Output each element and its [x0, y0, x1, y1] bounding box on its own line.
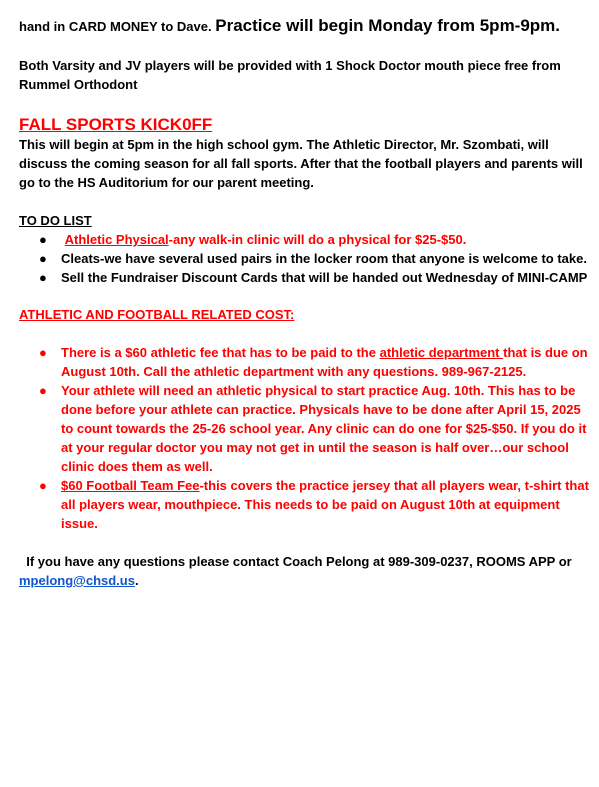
- athletic-physical-link[interactable]: Athletic Physical: [64, 232, 169, 247]
- cost-heading: ATHLETIC AND FOOTBALL RELATED COST:: [19, 307, 295, 322]
- bullet-icon: ●: [39, 251, 47, 266]
- kickoff-heading: FALL SPORTS KICK0FF: [19, 115, 213, 134]
- list-item: ● There is a $60 athletic fee that has to be paid to the athletic department that is due on August 10th. Call the athletic department with any questions. 989-967-2125.: [39, 345, 588, 379]
- list-item: [19, 381, 589, 476]
- practice-schedule: Practice will begin Monday from 5pm-9pm.: [215, 16, 561, 35]
- mouthpiece-paragraph: Both Varsity and JV players will be provided with 1 Shock Doctor mouth piece free from Rummel Orthodont: [19, 58, 561, 92]
- list-item: [19, 230, 589, 249]
- team-fee-link[interactable]: $60 Football Team Fee: [61, 478, 200, 493]
- cost-list: [19, 343, 589, 533]
- todo-item-3: Sell the Fundraiser Discount Cards that will be handed out Wednesday of MINI-CAMP: [61, 270, 588, 285]
- bullet-icon: ●: [39, 383, 47, 398]
- cost-item-2: Your athlete will need an athletic physical to start practice Aug. 10th. This has to be done before your athlete can practice. Physicals have to be done after April 15, 2025 to count towards the 25-26 school year. Any clinic can do one for $25-$50. If you do it at your regular doctor you may not get in until the season is half over…our school clinic does them as well.: [61, 383, 587, 474]
- athletic-department-link[interactable]: athletic department: [379, 345, 504, 360]
- bullet-icon: ●: [39, 478, 47, 493]
- todo-list: [19, 230, 589, 287]
- todo-item-1: Athletic Physical-any walk-in clinic will do a physical for $25-$50.: [64, 232, 467, 247]
- intro-text: hand in CARD MONEY to Dave.: [19, 19, 216, 34]
- email-link[interactable]: mpelong@chsd.us: [19, 573, 135, 588]
- bullet-icon: ●: [39, 345, 47, 360]
- list-item: [19, 268, 589, 287]
- contact-paragraph: If you have any questions please contact Coach Pelong at 989-309-0237, ROOMS APP or mpelong@chsd.us.: [19, 554, 576, 588]
- todo-item-2: Cleats-we have several used pairs in the locker room that anyone is welcome to take.: [61, 251, 587, 266]
- list-item: ● $60 Football Team Fee-this covers the practice jersey that all players wear, t-shirt that all players wear, mouthpiece. This needs to be paid on August 10th at equipment issue.: [39, 478, 589, 531]
- bullet-icon: ●: [39, 270, 47, 285]
- todo-heading: TO DO LIST: [19, 213, 92, 228]
- kickoff-paragraph: This will begin at 5pm in the high school gym. The Athletic Director, Mr. Szombati, will discuss the coming season for all fall sports. After that the football players and parents will go to the HS Auditorium for our parent meeting.: [19, 137, 583, 190]
- contact-text: If you have any questions please contact Coach Pelong at 989-309-0237, ROOMS APP or: [19, 554, 576, 569]
- intro-paragraph: [19, 14, 589, 38]
- document-page: [19, 14, 589, 590]
- bullet-icon: ●: [39, 232, 47, 247]
- list-item: [19, 249, 589, 268]
